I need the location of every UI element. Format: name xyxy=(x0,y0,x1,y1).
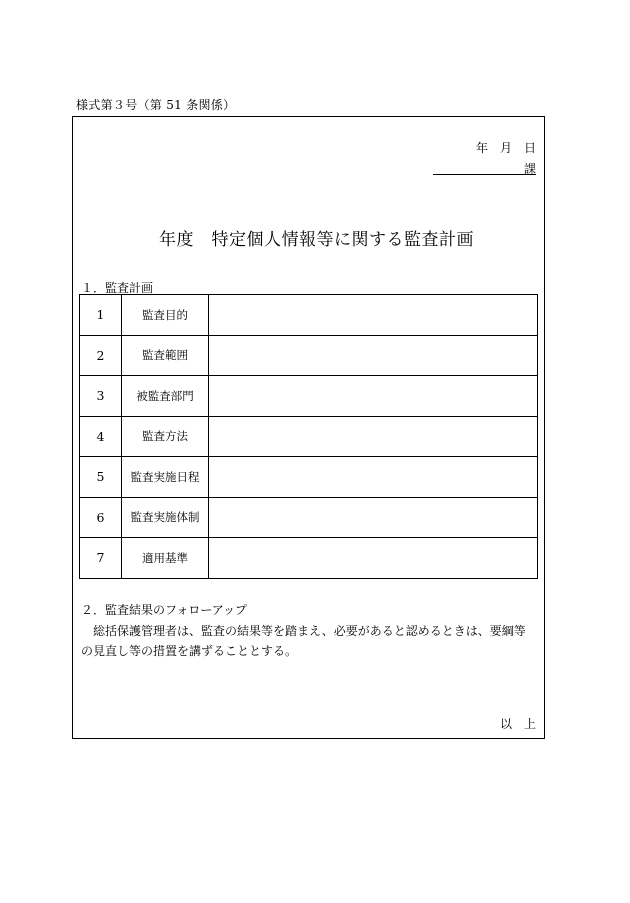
table-row xyxy=(80,538,538,579)
row-number: 6 xyxy=(80,497,122,538)
row-label: 適用基準 xyxy=(122,538,209,579)
row-value-field[interactable] xyxy=(209,376,538,417)
form-number: 様式第３号（第 51 条関係） xyxy=(76,98,236,112)
row-number: 5 xyxy=(80,457,122,498)
row-value-field[interactable] xyxy=(209,416,538,457)
row-label: 監査実施体制 xyxy=(122,497,209,538)
row-label: 監査目的 xyxy=(122,295,209,336)
row-number: 3 xyxy=(80,376,122,417)
date-field: 年 月 日 xyxy=(475,141,536,155)
row-label: 被監査部門 xyxy=(122,376,209,417)
page-title: 年度 特定個人情報等に関する監査計画 xyxy=(159,230,474,250)
closing-mark: 以 上 xyxy=(499,717,536,731)
table-row xyxy=(80,416,538,457)
row-number: 7 xyxy=(80,538,122,579)
table-row xyxy=(80,295,538,336)
row-value-field[interactable] xyxy=(209,497,538,538)
followup-text: 総括保護管理者は、監査の結果等を踏まえ、必要があると認めるときは、要綱等の見直し等の措置を講ずることとする。 xyxy=(81,624,526,658)
row-value-field[interactable] xyxy=(209,295,538,336)
section2-heading: ２．監査結果のフォローアップ xyxy=(81,603,247,617)
row-value-field[interactable] xyxy=(209,457,538,498)
form-frame xyxy=(72,116,545,739)
department-field: 課 xyxy=(523,162,536,176)
table-row xyxy=(80,497,538,538)
table-row xyxy=(80,376,538,417)
row-label: 監査実施日程 xyxy=(122,457,209,498)
row-value-field[interactable] xyxy=(209,335,538,376)
department-underline xyxy=(433,174,536,175)
row-label: 監査方法 xyxy=(122,416,209,457)
audit-plan-table xyxy=(79,294,538,579)
row-label: 監査範囲 xyxy=(122,335,209,376)
row-number: 2 xyxy=(80,335,122,376)
row-number: 4 xyxy=(80,416,122,457)
table-row xyxy=(80,335,538,376)
table-row xyxy=(80,457,538,498)
row-value-field[interactable] xyxy=(209,538,538,579)
row-number: 1 xyxy=(80,295,122,336)
section1-heading: １．監査計画 xyxy=(81,281,154,295)
